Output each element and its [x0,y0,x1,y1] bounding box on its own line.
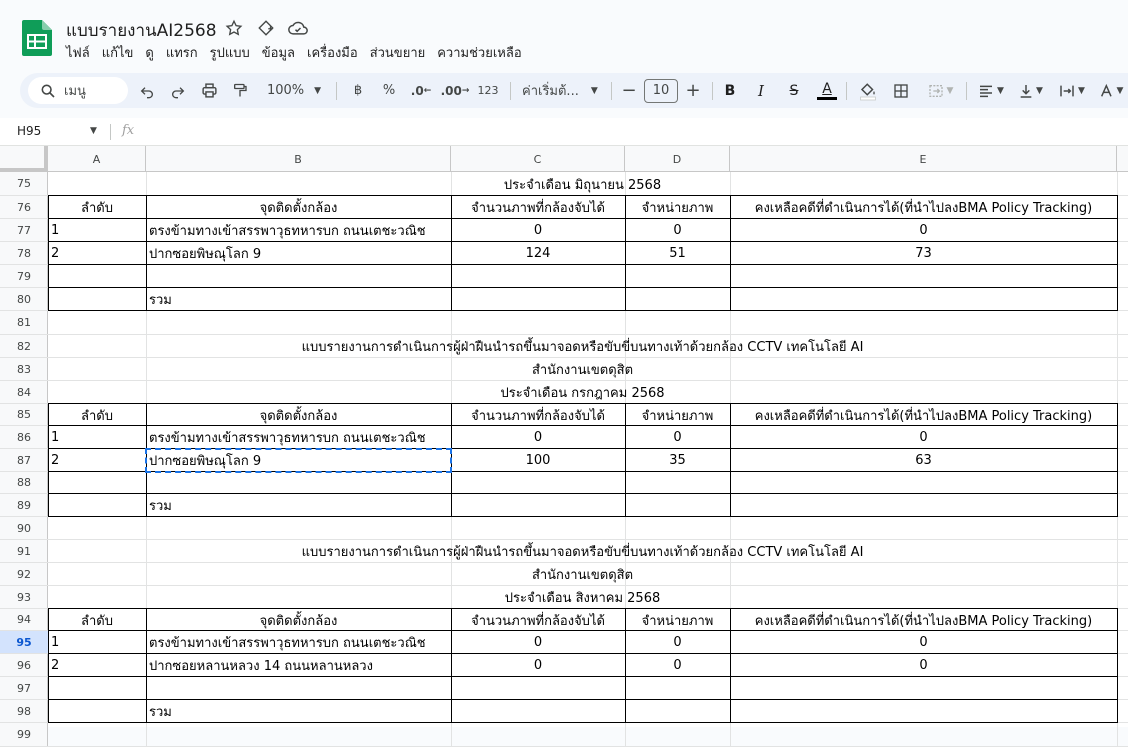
text-color-bar [817,97,837,100]
row-header-82[interactable]: 82 [0,335,48,358]
table-border [48,195,1118,196]
table-header-cell[interactable]: จุดติดตั้งกล้อง [259,201,338,216]
cell-total-label[interactable]: รวม [149,293,172,308]
table-border [625,195,626,311]
row-header-90[interactable]: 90 [0,517,48,540]
menu-insert[interactable]: แทรก [165,46,198,61]
arrow-right-icon: → [461,85,470,96]
table-header-cell[interactable]: จุดติดตั้งกล้อง [259,408,338,424]
zoom-select[interactable] [264,73,324,108]
currency-button[interactable]: ฿ [353,83,363,98]
table-border [48,608,49,723]
cell-camera-location[interactable]: ตรงข้ามทางเข้าสรรพาวุธทหารบก ถนนเตชะวณิช [149,636,426,651]
table-header-cell[interactable]: จำนวนภาพที่กล้องจับได้ [471,201,605,216]
chevron-down-icon: ▼ [946,85,954,96]
menu-help[interactable]: ความช่วยเหลือ [437,46,522,61]
row-header-94[interactable]: 94 [0,609,48,631]
menu-extensions[interactable]: ส่วนขยาย [369,46,426,61]
cell-camera-location[interactable]: ตรงข้ามทางเข้าสรรพาวุธทหารบก ถนนเตชะวณิช [149,431,426,446]
cell-order-no[interactable]: 2 [51,658,60,673]
table-border [48,287,1118,288]
chevron-down-icon[interactable]: ▼ [90,126,97,136]
row-header-86[interactable]: 86 [0,426,48,449]
table-border [48,264,1118,265]
text-rotation-icon[interactable] [1096,73,1126,108]
menu-bar [66,42,534,63]
menu-view[interactable]: ดู [145,46,154,61]
table-border [730,608,731,723]
table-border [730,195,731,311]
table-border [48,218,1118,219]
table-border [48,699,1118,700]
cell-camera-location[interactable]: ปากซอยพิษณุโลก 9 [149,454,262,469]
table-border [48,516,1118,517]
font-select[interactable] [522,73,600,108]
table-border [48,195,49,311]
cell-order-no[interactable]: 1 [51,223,60,238]
row-header-96[interactable]: 96 [0,654,48,677]
office-name[interactable]: สำนักงานเขตดุสิต [531,363,634,378]
table-border [48,493,1118,494]
decrease-font-size-icon[interactable]: − [621,80,637,101]
toolbar-divider [510,82,511,100]
toolbar [20,73,1128,108]
table-header-cell[interactable]: จำหน่ายภาพ [641,408,714,424]
spreadsheet-grid [0,146,1128,741]
sheets-logo-icon[interactable] [22,20,52,56]
office-name[interactable]: สำนักงานเขตดุสิต [531,568,634,583]
toolbar-divider [336,82,337,100]
cell-disposed-count[interactable]: 0 [673,430,682,445]
table-header-cell[interactable]: จำนวนภาพที่กล้องจับได้ [471,613,605,629]
column-header-c[interactable]: C [451,146,625,172]
table-border [48,310,1118,311]
month-title[interactable]: ประจำเดือน มิถุนายน 2568 [503,177,662,193]
print-icon[interactable] [198,73,220,108]
name-box[interactable]: H95 [17,124,42,138]
table-border [625,608,626,723]
italic-button[interactable]: I [758,81,764,100]
table-border [48,403,1118,404]
cell-remaining-count[interactable]: 0 [919,658,928,673]
row-header-80[interactable]: 80 [0,288,48,311]
row-header-77[interactable]: 77 [0,219,48,242]
cell-disposed-count[interactable]: 51 [669,246,686,261]
table-header-cell[interactable]: จำหน่ายภาพ [641,201,714,216]
row-header-89[interactable]: 89 [0,494,48,517]
table-border [730,403,731,517]
cell-captured-count[interactable]: 124 [525,246,551,261]
cell-captured-count[interactable]: 0 [533,223,543,238]
chevron-down-icon: ▼ [314,85,322,96]
cell-remaining-count[interactable]: 0 [919,430,928,445]
formula-divider [110,124,111,140]
formula-input[interactable] [145,120,1125,144]
table-border [48,653,1118,654]
vertical-align-icon[interactable] [1014,73,1048,108]
report-title[interactable]: แบบรายงานการดำเนินการผู้ฝ่าฝืนนำรถขึ้นมาจอดหรือขับขี่บนทางเท้าด้วยกล้อง CCTV เทคโนโลยี AI [301,545,864,560]
table-header-cell[interactable]: คงเหลือคดีที่ดำเนินการได้(ที่นำไปลงBMA Policy Tracking) [754,201,1093,216]
table-header-cell[interactable]: จุดติดตั้งกล้อง [259,613,338,629]
copy-selection-border [145,448,452,473]
search-menus-label: เมนู [64,84,86,99]
chevron-down-icon: ▼ [997,85,1004,96]
increase-decimal-button[interactable] [442,73,468,108]
text-color-label: A [822,80,832,97]
table-border [146,195,147,311]
row-header-76[interactable]: 76 [0,196,48,219]
table-header-cell[interactable]: คงเหลือคดีที่ดำเนินการได้(ที่นำไปลงBMA Policy Tracking) [754,613,1093,629]
text-color-swatch [817,82,837,100]
cell-remaining-count[interactable]: 0 [919,635,928,650]
toolbar-divider [712,82,713,100]
undo-icon[interactable] [136,73,158,108]
table-header-cell[interactable]: จำหน่ายภาพ [641,613,714,629]
column-header-bar [0,146,1128,172]
row-header-79[interactable]: 79 [0,265,48,288]
cell-order-no[interactable]: 2 [51,453,60,468]
table-border [48,425,1118,426]
row-header-83[interactable]: 83 [0,358,48,381]
column-header-e[interactable]: E [730,146,1117,172]
row-header-88[interactable]: 88 [0,472,48,494]
table-border [1117,608,1118,723]
increase-font-size-icon[interactable]: + [685,80,701,101]
fx-icon: fx [122,123,135,138]
month-title[interactable]: ประจำเดือน กรกฎาคม 2568 [500,386,665,401]
font-size-input[interactable] [644,73,678,108]
table-border [451,195,452,311]
cell-order-no[interactable]: 2 [51,246,60,261]
cell-total-label[interactable]: รวม [149,705,172,720]
text-wrapping-icon[interactable] [1055,73,1089,108]
cell-disposed-count[interactable]: 0 [673,635,682,650]
row-header-85[interactable]: 85 [0,404,48,426]
chevron-down-icon: ▼ [590,85,598,96]
month-title[interactable]: ประจำเดือน สิงหาคม 2568 [504,591,661,606]
merge-cells-icon[interactable] [922,73,958,108]
cell-disposed-count[interactable]: 0 [673,658,682,673]
table-header-cell[interactable]: จำนวนภาพที่กล้องจับได้ [471,408,605,424]
bold-button[interactable]: B [724,82,736,99]
cell-disposed-count[interactable]: 35 [669,453,686,468]
decrease-decimal-button[interactable] [410,73,432,108]
arrow-left-icon: ← [423,85,432,96]
cell-captured-count[interactable]: 0 [533,635,543,650]
cell-total-label[interactable]: รวม [149,499,172,514]
toolbar-divider [846,82,847,100]
document-title[interactable]: แบบรายงานAI2568 [66,21,217,41]
report-title[interactable]: แบบรายงานการดำเนินการผู้ฝ่าฝืนนำรถขึ้นมาจอดหรือขับขี่บนทางเท้าด้วยกล้อง CCTV เทคโนโลยี AI [301,340,864,355]
cell-remaining-count[interactable]: 0 [919,223,928,238]
row-header-87[interactable]: 87 [0,449,48,472]
table-border [146,608,147,723]
table-border [48,722,1118,723]
table-border [48,241,1118,242]
menu-data[interactable]: ข้อมูล [261,46,296,61]
cell-order-no[interactable]: 1 [51,430,60,445]
cell-captured-count[interactable]: 0 [533,658,543,673]
horizontal-align-icon[interactable] [974,73,1008,108]
text-color-button[interactable] [816,73,838,108]
row-header-95[interactable]: 95 [0,631,48,654]
search-menus-input[interactable] [28,77,128,104]
formula-bar [0,118,1128,146]
cell-camera-location[interactable]: ตรงข้ามทางเข้าสรรพาวุธทหารบก ถนนเตชะวณิช [149,224,426,239]
table-header-cell[interactable]: ลำดับ [81,408,113,424]
row-header-84[interactable]: 84 [0,381,48,404]
cell-captured-count[interactable]: 0 [533,430,543,445]
menu-format[interactable]: รูปแบบ [209,46,250,61]
toolbar-divider [966,82,967,100]
row-header-93[interactable]: 93 [0,586,48,609]
chevron-down-icon: ▼ [1036,85,1043,96]
table-border [1117,195,1118,311]
paint-format-icon[interactable] [229,73,251,108]
cell-remaining-count[interactable]: 63 [915,453,932,468]
chevron-down-icon: ▼ [1116,85,1124,96]
cell-order-no[interactable]: 1 [51,635,60,650]
redo-icon[interactable] [167,73,189,108]
cell-camera-location[interactable]: ปากซอยหลานหลวง 14 ถนนหลานหลวง [149,659,373,674]
star-icon[interactable] [223,17,245,39]
column-header-a[interactable]: A [48,146,146,172]
row-header-78[interactable]: 78 [0,242,48,265]
table-border [451,608,452,723]
move-to-folder-icon[interactable] [255,17,277,39]
menu-tools[interactable]: เครื่องมือ [307,46,358,61]
menu-edit[interactable]: แก้ไข [101,46,134,61]
row-header-75[interactable]: 75 [0,172,48,196]
row-header-99[interactable]: 99 [0,723,48,747]
select-all-corner[interactable] [0,146,48,172]
row-header-91[interactable]: 91 [0,540,48,563]
cell-remaining-count[interactable]: 73 [915,246,932,261]
row-header-bar [0,172,48,747]
strikethrough-button[interactable]: S [789,82,799,99]
table-border [48,403,49,517]
row-header-97[interactable]: 97 [0,677,48,700]
toolbar-divider [611,82,612,100]
table-border [48,608,1118,609]
percent-button[interactable]: % [382,83,396,98]
cell-camera-location[interactable]: ปากซอยพิษณุโลก 9 [149,247,262,262]
app-header [0,0,1128,70]
zoom-value: 100% [266,83,305,98]
font-value: ค่าเริ่มต้... [522,84,579,99]
column-header-b[interactable]: B [146,146,451,172]
row-header-92[interactable]: 92 [0,563,48,586]
decrease-decimal-label: .0 [410,83,424,98]
cell-disposed-count[interactable]: 0 [673,223,682,238]
row-header-81[interactable]: 81 [0,311,48,335]
column-header-d[interactable]: D [625,146,730,172]
more-formats-button[interactable]: 123 [477,84,499,97]
cloud-saved-icon[interactable] [287,17,309,39]
table-border [625,403,626,517]
menu-file[interactable]: ไฟล์ [66,46,90,61]
table-header-cell[interactable]: คงเหลือคดีที่ดำเนินการได้(ที่นำไปลงBMA Policy Tracking) [754,408,1093,424]
table-header-cell[interactable]: ลำดับ [81,201,113,216]
table-border [48,630,1118,631]
search-icon [40,83,56,99]
row-header-98[interactable]: 98 [0,700,48,723]
chevron-down-icon: ▼ [1078,85,1085,96]
increase-decimal-label: .00 [440,83,462,98]
borders-icon[interactable] [890,73,912,108]
cell-captured-count[interactable]: 100 [525,453,551,468]
table-border [1117,403,1118,517]
font-size-box: 10 [644,79,678,103]
table-border [48,676,1118,677]
table-header-cell[interactable]: ลำดับ [81,613,113,629]
fill-color-icon[interactable] [856,73,880,108]
